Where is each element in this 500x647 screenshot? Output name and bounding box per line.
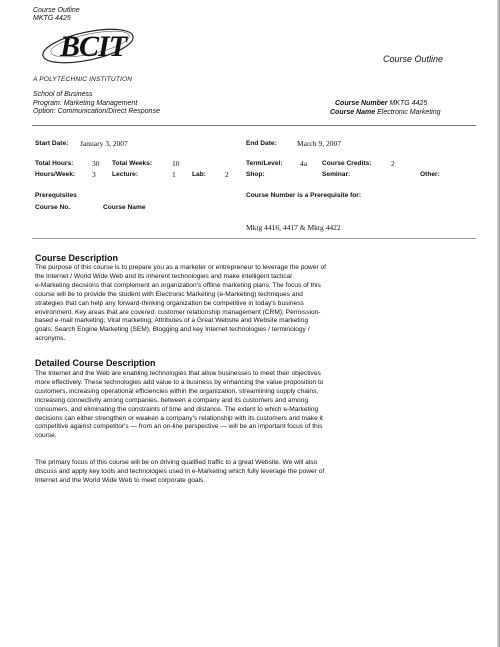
prereq-for-value: Mktg 4416, 4417 & Mktg 4422 — [246, 223, 341, 232]
description-line: acronyms. — [35, 335, 66, 343]
end-date-label: End Date: — [246, 140, 277, 147]
description-line: environment. Key areas that are covered: customer relationship management (CRM); Permission- — [35, 308, 321, 316]
description-line: strategies that can help any forward-thinking organization be competitive in today's business — [35, 299, 304, 307]
detailed-line: customers, increasing operational efficiencies within the organization, streamlining supply chains, — [35, 387, 319, 395]
prereq-heading: Prerequisites — [35, 192, 77, 199]
bcit-logo — [40, 24, 140, 70]
focus-line: The primary focus of this course will be on driving qualified traffic to a great Website. We will also — [35, 459, 318, 466]
course-number-label: Course Number — [335, 100, 388, 107]
detailed-line: increasing connectivity among companies, between a company and its customers and among — [35, 396, 309, 404]
description-line: The purpose of this course is to prepare you as a marketer or entrepreneur to leverage the power of — [35, 264, 327, 271]
course-name-value: Electronic Marketing — [377, 108, 441, 116]
detailed-description-title: Detailed Course Description — [35, 358, 156, 368]
lab-label: Lab: — [192, 171, 206, 178]
detailed-line: The Internet and the Web are enabling technologies that allow businesses to meet their objectives — [35, 370, 321, 377]
doc-title: Course Outline — [383, 54, 444, 64]
detailed-line: competitive against competitor's — from an on-line perspective — will be an important focus of this — [35, 423, 323, 431]
header-divider — [32, 125, 476, 126]
section-divider — [32, 238, 476, 239]
course-credits-value: 2 — [391, 159, 395, 168]
program-info — [33, 91, 160, 117]
end-date-value: March 9, 2007 — [297, 139, 341, 148]
focus-line: Internet and the World Wide Web to meet corporate goals. — [35, 476, 206, 484]
term-level-value: 4a — [300, 159, 308, 168]
corner-code: MKTG 4425 — [33, 15, 71, 22]
detailed-line: consumers, and eliminating the constraints of time and distance. The extent to which e-Marketing — [35, 405, 319, 413]
lecture-value: 1 — [172, 170, 176, 179]
detailed-line: more effectively. These technologies add value to a business by enhancing the value proposition to — [35, 378, 324, 386]
focus-line: discuss and apply key tools and technologies used in e-Marketing which fully leverage the power of — [35, 467, 325, 475]
detailed-line: course. — [35, 432, 57, 440]
logo-text: BCIT — [60, 30, 127, 63]
course-description-body — [35, 264, 473, 344]
total-hours-label: Total Hours: — [35, 160, 74, 167]
course-number-value: MKTG 4425 — [389, 100, 428, 107]
lecture-label: Lecture: — [112, 171, 139, 178]
course-id-block — [330, 100, 441, 117]
seminar-label: Seminar: — [322, 171, 351, 178]
description-line: course will be to provide the student with Electronic Marketing (e-Marketing) techniques and — [35, 290, 303, 298]
detailed-description-body — [35, 370, 473, 441]
course-name-label: Course Name — [330, 108, 376, 116]
prereq-col-no: Course No. — [35, 204, 71, 211]
description-line: the Internet / World Wide Web and its inherent technologies and make intelligent tactical — [35, 272, 292, 280]
course-credits-label: Course Credits: — [322, 160, 372, 167]
other-label: Other: — [420, 171, 440, 178]
school-name: School of Business — [33, 91, 93, 98]
detailed-line: decisions can either strengthen or weaken a company's relationship with its customers and make it — [35, 414, 323, 422]
start-date-label: Start Date: — [35, 140, 69, 147]
prereq-col-name: Course Name — [103, 204, 146, 211]
total-hours-value: 30 — [92, 159, 100, 168]
total-weeks-label: Total Weeks: — [112, 160, 153, 167]
program-name: Program: Marketing Management — [33, 99, 138, 107]
description-line: based e-mail marketing; Viral marketing; Attributes of a Great Website and Website marketing — [35, 317, 309, 325]
description-line: goals; Search Engine Marketing (SEM), Blogging and key Internet technologies / terminology / — [35, 326, 310, 334]
shop-label: Shop: — [246, 171, 265, 178]
term-level-label: Term/Level: — [246, 160, 283, 167]
corner-header — [33, 7, 80, 23]
course-description-title: Course Description — [35, 253, 119, 263]
lab-value: 2 — [225, 170, 229, 179]
hours-week-label: Hours/Week: — [35, 171, 76, 178]
total-weeks-value: 10 — [172, 159, 180, 168]
corner-title: Course Outline — [33, 7, 80, 14]
logo-tagline: A POLYTECHNIC INSTITUTION — [33, 76, 133, 83]
description-line: e-Marketing decisions that complement an organization's offline marketing plans. The focus of this — [35, 281, 321, 289]
hours-week-value: 3 — [92, 170, 96, 179]
primary-focus-body — [35, 459, 473, 486]
start-date-value: January 3, 2007 — [80, 139, 128, 148]
prereq-for-label: Course Number is a Prerequisite for: — [246, 192, 362, 199]
option-name: Option: Communication/Direct Response — [33, 108, 160, 115]
